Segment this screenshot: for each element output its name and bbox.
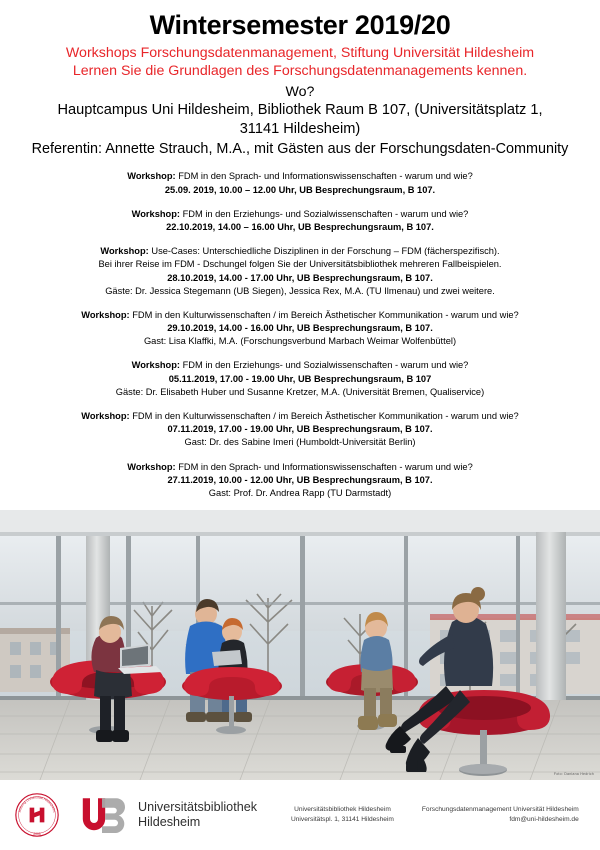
library-address bbox=[291, 805, 394, 825]
workshop-label: Workshop: bbox=[81, 309, 130, 320]
workshop-guests: Gäste: Dr. Jessica Stegemann (UB Siegen), Jessica Rex, M.A. (TU Ilmenau) und zwei weitere. bbox=[105, 285, 495, 296]
workshop-label: Workshop: bbox=[127, 461, 176, 472]
contact-line-1: Forschungsdatenmanagement Universität Hildesheim bbox=[421, 806, 579, 814]
workshop-label: Workshop: bbox=[127, 171, 176, 182]
library-photo bbox=[0, 510, 600, 780]
svg-text:Stiftung Universität Hildeshei: Stiftung Universität Hildesheim bbox=[17, 795, 57, 813]
workshop-datetime: 05.11.2019, 17.00 - 19.00 Uhr, UB Besprechungsraum, B 107 bbox=[168, 373, 432, 384]
workshop-datetime: 22.10.2019, 14.00 – 16.00 Uhr, UB Besprechungsraum, B 107. bbox=[166, 221, 434, 232]
contact-email[interactable]: fdm@uni-hildesheim.de bbox=[509, 816, 579, 824]
workshop-headline bbox=[26, 170, 574, 183]
workshop-entry bbox=[26, 170, 574, 196]
fdm-contact bbox=[422, 805, 579, 825]
workshop-guests: Gast: Dr. des Sabine Imeri (Humboldt-Universität Berlin) bbox=[184, 437, 416, 448]
workshop-guests: Gäste: Dr. Elisabeth Huber und Susanne Kretzer, M.A. (Universität Bremen, Qualiservice) bbox=[115, 386, 485, 397]
workshop-entry bbox=[26, 245, 574, 298]
workshop-guests: Gast: Lisa Klaffki, M.A. (Forschungsverbund Marbach Weimar Wolfenbüttel) bbox=[143, 336, 457, 347]
venue-line-2: 31141 Hildesheim) bbox=[239, 121, 361, 137]
speaker-line: Referentin: Annette Strauch, M.A., mit Gästen aus der Forschungsdaten-Community bbox=[31, 140, 569, 157]
svg-text:2003: 2003 bbox=[33, 831, 41, 836]
workshop-label: Workshop: bbox=[131, 208, 181, 219]
subtitle-line-1: Workshops Forschungsdatenmanagement, Stiftung Universität Hildesheim bbox=[65, 45, 535, 62]
workshop-headline bbox=[26, 461, 574, 474]
ub-logo bbox=[82, 795, 257, 835]
university-seal-icon bbox=[14, 792, 60, 838]
workshop-datetime: 27.11.2019, 10.00 - 12.00 Uhr, UB Besprechungsraum, B 107. bbox=[167, 474, 433, 485]
photo-credit: Foto: Daniana Hedrich bbox=[553, 772, 594, 777]
poster-footer bbox=[0, 780, 600, 850]
workshop-headline bbox=[26, 410, 574, 423]
workshop-guests: Gast: Prof. Dr. Andrea Rapp (TU Darmstadt) bbox=[208, 487, 392, 498]
library-photo-illustration bbox=[0, 510, 600, 780]
subtitle-line-2: Lernen Sie die Grundlagen des Forschungsdatenmanagements kennen. bbox=[72, 63, 528, 80]
venue-question: Wo? bbox=[285, 83, 315, 100]
address-line-1: Universitätsbibliothek Hildesheim bbox=[294, 806, 391, 814]
workshop-label: Workshop: bbox=[81, 411, 130, 422]
venue-line-1: Hauptcampus Uni Hildesheim, Bibliothek Raum B 107, (Universitätsplatz 1, bbox=[57, 102, 543, 119]
workshop-list bbox=[0, 159, 600, 500]
workshop-detail: Bei ihrer Reise im FDM - Dschungel folgen Sie der Universitätsbibliothek mehreren Fallbeispielen. bbox=[98, 259, 502, 270]
workshop-topic: FDM in den Sprach- und Informationswissenschaften - warum und wie? bbox=[175, 461, 473, 472]
address-line-2: Universitätspl. 1, 31141 Hildesheim bbox=[291, 816, 394, 824]
page-title: Wintersemester 2019/20 bbox=[149, 10, 451, 40]
workshop-topic: FDM in den Erziehungs- und Sozialwissenschaften - warum und wie? bbox=[180, 360, 469, 371]
workshop-topic: Use-Cases: Unterschiedliche Disziplinen in der Forschung – FDM (fächerspezifisch). bbox=[148, 246, 500, 257]
workshop-datetime: 07.11.2019, 17.00 - 19.00 Uhr, UB Besprechungsraum, B 107. bbox=[167, 424, 433, 435]
workshop-topic: FDM in den Sprach- und Informationswissenschaften - warum und wie? bbox=[175, 171, 473, 182]
workshop-entry bbox=[26, 410, 574, 450]
workshop-topic: FDM in den Kulturwissenschaften / im Bereich Ästhetischer Kommunikation - warum und wie? bbox=[129, 309, 519, 320]
workshop-datetime: 25.09. 2019, 10.00 – 12.00 Uhr, UB Besprechungsraum, B 107. bbox=[164, 184, 436, 195]
ub-monogram-icon bbox=[82, 795, 130, 835]
ub-logo-wordmark bbox=[138, 800, 257, 831]
workshop-label: Workshop: bbox=[100, 246, 149, 257]
poster-header bbox=[0, 0, 600, 159]
workshop-entry bbox=[26, 359, 574, 399]
ub-name-line-1: Universitätsbibliothek bbox=[138, 799, 257, 814]
workshop-entry bbox=[26, 208, 574, 234]
workshop-topic: FDM in den Erziehungs- und Sozialwissenschaften - warum und wie? bbox=[180, 208, 469, 219]
workshop-datetime: 28.10.2019, 14.00 - 17.00 Uhr, UB Besprechungsraum, B 107. bbox=[167, 272, 433, 283]
workshop-headline bbox=[26, 309, 574, 322]
workshop-entry bbox=[26, 461, 574, 501]
workshop-datetime: 29.10.2019, 14.00 - 16.00 Uhr, UB Besprechungsraum, B 107. bbox=[167, 323, 433, 334]
workshop-headline bbox=[26, 359, 574, 372]
workshop-headline bbox=[26, 245, 574, 258]
ub-name-line-2: Hildesheim bbox=[138, 815, 201, 830]
workshop-headline bbox=[26, 208, 574, 221]
workshop-label: Workshop: bbox=[131, 360, 181, 371]
workshop-topic: FDM in den Kulturwissenschaften / im Bereich Ästhetischer Kommunikation - warum und wie? bbox=[129, 411, 519, 422]
workshop-entry bbox=[26, 309, 574, 349]
